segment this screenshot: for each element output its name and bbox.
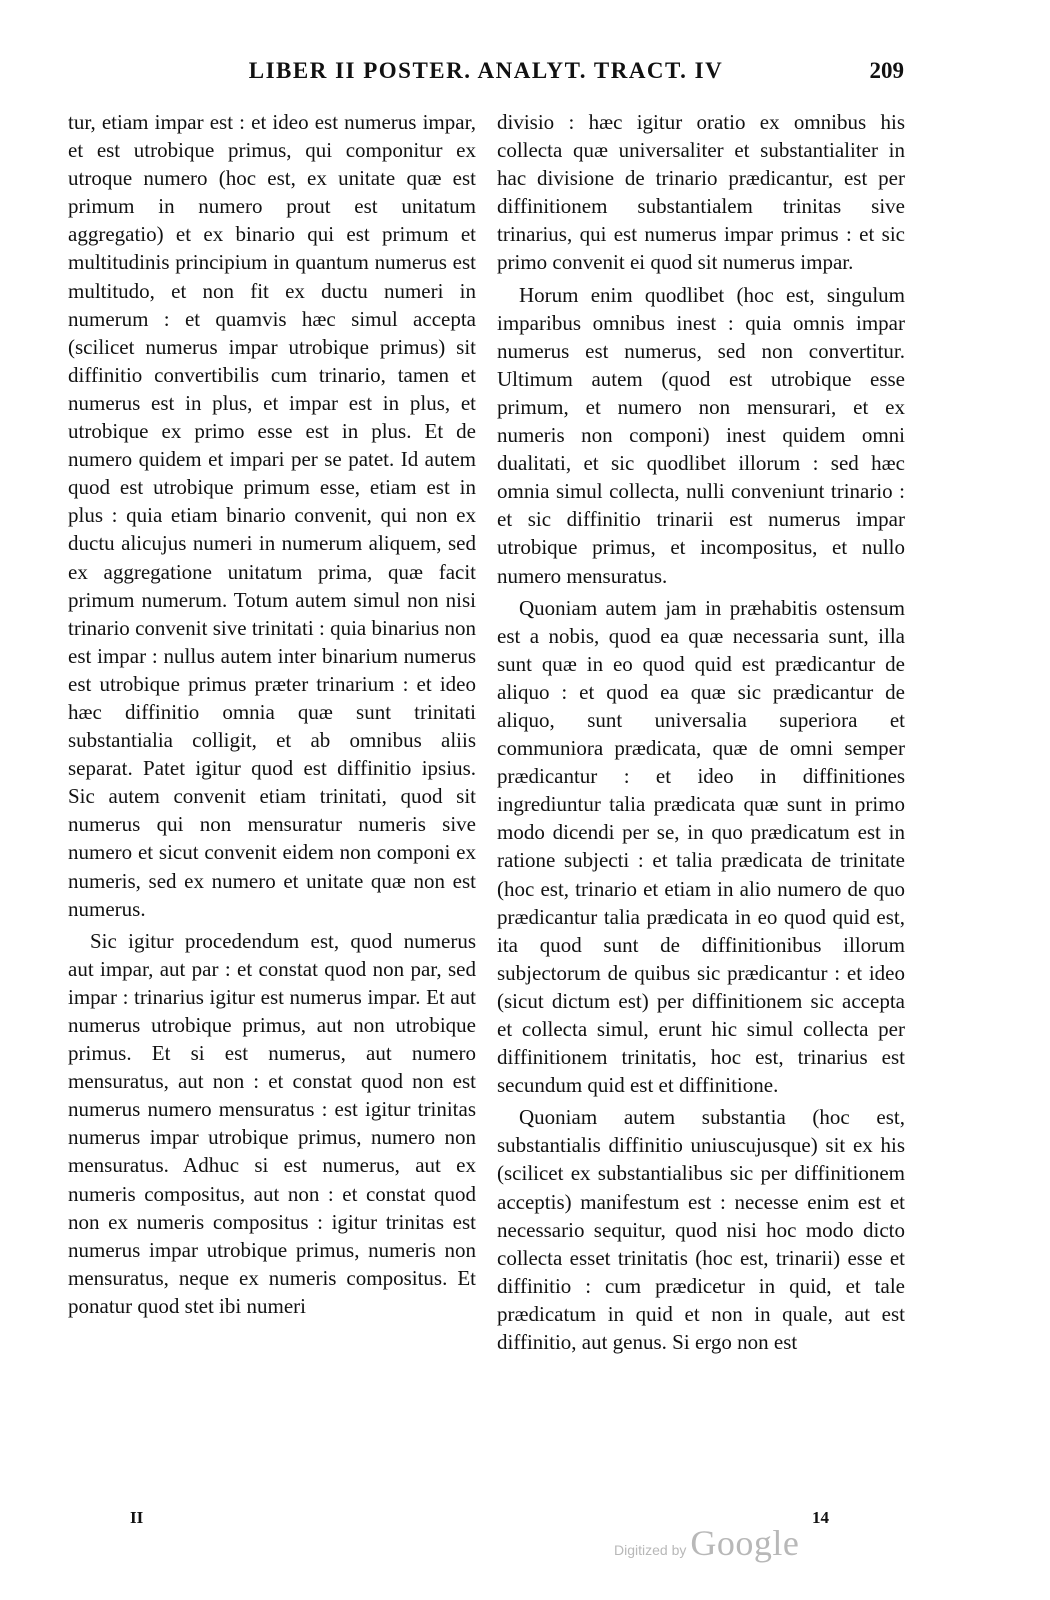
paragraph: Sic igitur procedendum est, quod numerus aut impar, aut par : et constat quod non par, sed impar : trinarius igitur est numerus impar. Et aut numerus utrobique primus, aut non utrobique primus. Et si est numerus, aut numero mensuratus, aut non : et constat quod non est numerus numero mensuratus : est igitur trinitas numerus impar utrobique primus, numero non mensuratus. Adhuc si est numerus, aut ex numeris compositus, aut non : et constat quod non ex numeris compositus : igitur trinitas est numerus impar utrobique primus, numeris non mensuratus, neque ex numeris compositus. Et ponatur quod stet ibi numeri <box>68 928 476 1318</box>
signature-mark-right: 14 <box>812 1508 829 1527</box>
paragraph: tur, etiam impar est : et ideo est numerus impar, et est utrobique primus, qui componitur ex utroque numero (hoc est, ex unitate quæ est primum in numero prout est unitatum aggregatio) et ex binario qui est primum et multitudinis principium in quantum numerus est multitudo, et non fit ex ductu numeri in numerum : et quamvis hæc simul accepta (scilicet numerus impar utrobique primus) sit diffinitio convertibilis cum trinario, tamen et numerus est in plus, et impar est in plus, et utrobique ex primo esse est in plus. Et de numero quidem et impari per se patet. Id autem quod est utrobique primum esse, etiam est in plus : quia etiam binario convenit, qui non ex ductu alicujus numeri in numerum aliquem, sed ex aggregatione unitatum prima, quæ facit primum numerum. Totum autem simul non nisi trinario convenit sive trinitati : quia binarius non est impar : nullus autem inter binarium numerus est utrobique primus præter trinarium : et ideo hæc diffinitio omnia quæ sunt trinitati substantialia colligit, et ab omnibus aliis separat. Patet igitur quod est diffinitio ipsius. Sic autem convenit etiam trinitati, quod sit numerus qui non mensuratur numeris sive numero et sicut convenit eidem non componi ex numeris, sed ex numero et unitate quæ non est numerus. <box>68 110 476 921</box>
paragraph: Horum enim quodlibet (hoc est, singulum imparibus omnibus inest : quia omnis impar numerus est numerus, sed non convertitur. Ultimum autem (quod est utrobique esse primum, et numero non mensurari, et ex numeris non componi) inest quidem omni dualitati, et sic quodlibet illorum : sed hæc omnia simul collecta, nulli conveniunt trinario : et sic diffinitio trinarii est numerus impar utrobique primus, et incompositus, et nullo numero mensuratus. <box>497 282 905 588</box>
right-column <box>497 108 905 1498</box>
running-title: LIBER II POSTER. ANALYT. TRACT. IV <box>248 58 724 83</box>
paragraph: divisio : hæc igitur oratio ex omnibus his collecta quæ universaliter et substantialiter in hac divisione de trinario prædicantur, est per diffinitionem substantialem trinitas sive trinarius, qui est numerus impar primus : et sic primo convenit ei quod sit numerus impar. <box>497 110 905 275</box>
signature-mark-left: II <box>130 1508 144 1527</box>
google-logo: Google <box>690 1523 800 1563</box>
page-number: 209 <box>869 58 904 83</box>
digitized-watermark <box>614 1522 799 1566</box>
left-column <box>68 108 476 1498</box>
running-head <box>68 58 904 92</box>
watermark-prefix: Digitized by <box>614 1542 687 1558</box>
paragraph: Quoniam autem substantia (hoc est, substantialis diffinitio uniuscujusque) sit ex his (scilicet ex substantialibus sic per diffinitionem acceptis) manifestum est : necesse enim est et necessario sequitur, quod nisi hoc modo dicto collecta esset trinitatis (hoc est, trinarii) esse et diffinitio : cum prædicetur in quid, et tale prædicatum in quid et non in quale, aut est diffinitio, aut genus. Si ergo non est <box>497 1105 905 1355</box>
paragraph: Quoniam autem jam in præhabitis ostensum est a nobis, quod ea quæ necessaria sunt, illa sunt quæ in eo quod quid est prædicantur de aliquo : et quod ea quæ sic prædicantur de aliquo, sunt universalia superiora et communiora prædicata, quæ de omni semper prædicantur : et ideo in diffinitiones ingrediuntur talia prædicata quæ sunt in primo modo dicendi per se, in quo prædicatum est in ratione subjecti : et talia prædicata de trinitate (hoc est, trinario et etiam in alio numero de quo prædicantur talia prædicata in eo quod quid est, ita quod sunt de diffinitionibus illorum subjectorum de quibus sic prædicantur : et ideo (sicut dictum est) per diffinitionem sic accepta et collecta simul, erunt hic simul collecta per diffinitionem trinitatis, hoc est, trinarius est secundum quid est et diffinitione. <box>497 595 905 1098</box>
